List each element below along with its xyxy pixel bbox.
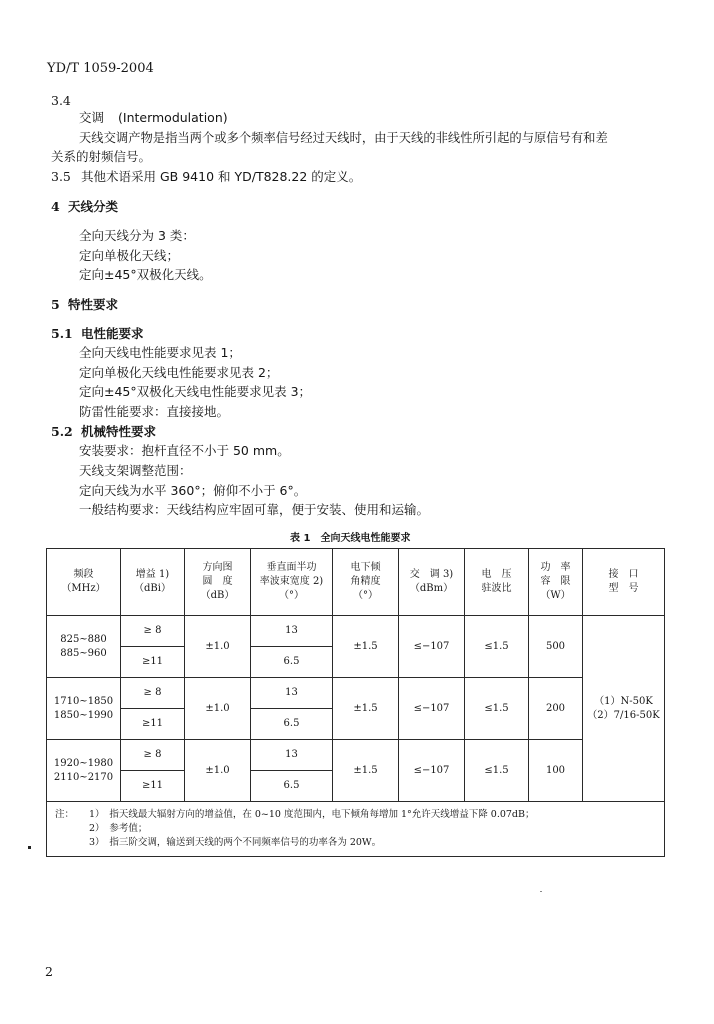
section-3-4-number: 3.4 — [51, 93, 71, 108]
header-gain: 增益 1) （dBi） — [121, 549, 185, 616]
vswr-cell: ≤1.5 — [465, 678, 529, 740]
directivity-cell: ±1.0 — [185, 740, 251, 802]
section-5-2-title: 机械特性要求 — [81, 424, 157, 439]
section-5-2-number: 5.2 — [51, 424, 73, 439]
beamwidth-cell: 13 — [251, 740, 333, 771]
table-notes-row — [47, 802, 665, 857]
vswr-cell: ≤1.5 — [465, 616, 529, 678]
section-4-title: 天线分类 — [68, 199, 119, 214]
term-chinese: 交调 — [79, 110, 105, 125]
standard-code: YD/T 1059-2004 — [47, 61, 154, 76]
header-vswr: 电 压 驻波比 — [465, 549, 529, 616]
intermod-cell: ≤−107 — [399, 678, 465, 740]
header-intermod: 交 调 3) （dBm） — [399, 549, 465, 616]
directivity-cell: ±1.0 — [185, 678, 251, 740]
note-text: 参考值； — [109, 823, 148, 834]
band-cell: 1710~1850 1850~1990 — [47, 678, 121, 740]
note-number: 1） — [89, 809, 100, 820]
tilt-cell: ±1.5 — [333, 616, 399, 678]
section-5-1-line-1: 全向天线电性能要求见表 1； — [79, 345, 241, 360]
note-label: 注： — [55, 809, 75, 820]
section-5-2-line-2: 天线支架调整范围： — [79, 463, 192, 478]
band-cell: 1920~1980 2110~2170 — [47, 740, 121, 802]
table-1-caption: 表 1 全向天线电性能要求 — [290, 533, 411, 544]
beamwidth-cell: 6.5 — [251, 647, 333, 678]
term-definition-line-2: 关系的射频信号。 — [51, 149, 152, 164]
connector-cell: （1）N-50K （2）7/16-50K — [583, 616, 665, 802]
section-4-line-1: 全向天线分为 3 类： — [79, 228, 195, 243]
table-row — [47, 740, 665, 771]
beamwidth-cell: 6.5 — [251, 709, 333, 740]
scan-speck — [540, 891, 542, 892]
gain-cell: ≥11 — [121, 709, 185, 740]
power-cell: 500 — [529, 616, 583, 678]
note-line-3 — [55, 836, 656, 850]
section-4-number: 4 — [51, 199, 60, 214]
section-5-title: 特性要求 — [68, 297, 119, 312]
note-line-1 — [55, 808, 656, 822]
scan-speck — [28, 846, 31, 849]
gain-cell: ≥11 — [121, 771, 185, 802]
section-5-1-line-3: 定向±45°双极化天线电性能要求见表 3； — [79, 384, 312, 399]
note-number: 2） — [89, 823, 100, 834]
power-cell: 100 — [529, 740, 583, 802]
section-5-1-line-2: 定向单极化天线电性能要求见表 2； — [79, 365, 279, 380]
section-5-1-title: 电性能要求 — [81, 326, 144, 341]
section-5-1-line-4: 防雷性能要求：直接接地。 — [79, 404, 230, 419]
gain-cell: ≥11 — [121, 647, 185, 678]
gain-cell: ≥ 8 — [121, 616, 185, 647]
section-5-1-number: 5.1 — [51, 326, 73, 341]
power-cell: 200 — [529, 678, 583, 740]
section-3-5-text: 其他术语采用 GB 9410 和 YD/T828.22 的定义。 — [81, 169, 362, 184]
section-5-number: 5 — [51, 297, 60, 312]
beamwidth-cell: 13 — [251, 678, 333, 709]
header-connector: 接 口 型 号 — [583, 549, 665, 616]
term-definition-line-1: 天线交调产物是指当两个或多个频率信号经过天线时，由于天线的非线性所引起的与原信号有和差 — [79, 131, 608, 145]
table-header-row — [47, 549, 665, 616]
section-3-5-number: 3.5 — [51, 169, 71, 184]
gain-cell: ≥ 8 — [121, 740, 185, 771]
table-row — [47, 678, 665, 709]
intermod-cell: ≤−107 — [399, 616, 465, 678]
section-5-2-line-1: 安装要求：抱杆直径不小于 50 mm。 — [79, 443, 290, 458]
header-directivity: 方向图 圆 度 （dB） — [185, 549, 251, 616]
header-power: 功 率 容 限 （W） — [529, 549, 583, 616]
header-band: 频段 （MHz） — [47, 549, 121, 616]
tilt-cell: ±1.5 — [333, 740, 399, 802]
term-english: (Intermodulation) — [118, 110, 228, 125]
gain-cell: ≥ 8 — [121, 678, 185, 709]
table-1 — [46, 548, 665, 857]
section-5-2-line-3: 定向天线为水平 360°；俯仰不小于 6°。 — [79, 483, 307, 498]
section-5-2-line-4: 一般结构要求：天线结构应牢固可靠，便于安装、使用和运输。 — [79, 502, 430, 517]
table-row — [47, 616, 665, 647]
section-4-line-2: 定向单极化天线； — [79, 248, 180, 263]
beamwidth-cell: 6.5 — [251, 771, 333, 802]
directivity-cell: ±1.0 — [185, 616, 251, 678]
header-beamwidth: 垂直面半功 率波束宽度 2) （°） — [251, 549, 333, 616]
note-number: 3） — [89, 837, 100, 848]
note-line-2 — [55, 822, 656, 836]
page-number: 2 — [45, 964, 53, 979]
note-text: 指三阶交调，输送到天线的两个不同频率信号的功率各为 20W。 — [109, 837, 382, 848]
band-cell: 825~880 885~960 — [47, 616, 121, 678]
vswr-cell: ≤1.5 — [465, 740, 529, 802]
note-text: 指天线最大辐射方向的增益值，在 0~10 度范围内，电下倾角每增加 1°允许天线增益下降 0.07dB； — [109, 809, 535, 820]
table-notes — [47, 802, 665, 857]
header-tilt: 电下倾 角精度 （°） — [333, 549, 399, 616]
intermod-cell: ≤−107 — [399, 740, 465, 802]
section-4-line-3: 定向±45°双极化天线。 — [79, 267, 212, 282]
beamwidth-cell: 13 — [251, 616, 333, 647]
tilt-cell: ±1.5 — [333, 678, 399, 740]
